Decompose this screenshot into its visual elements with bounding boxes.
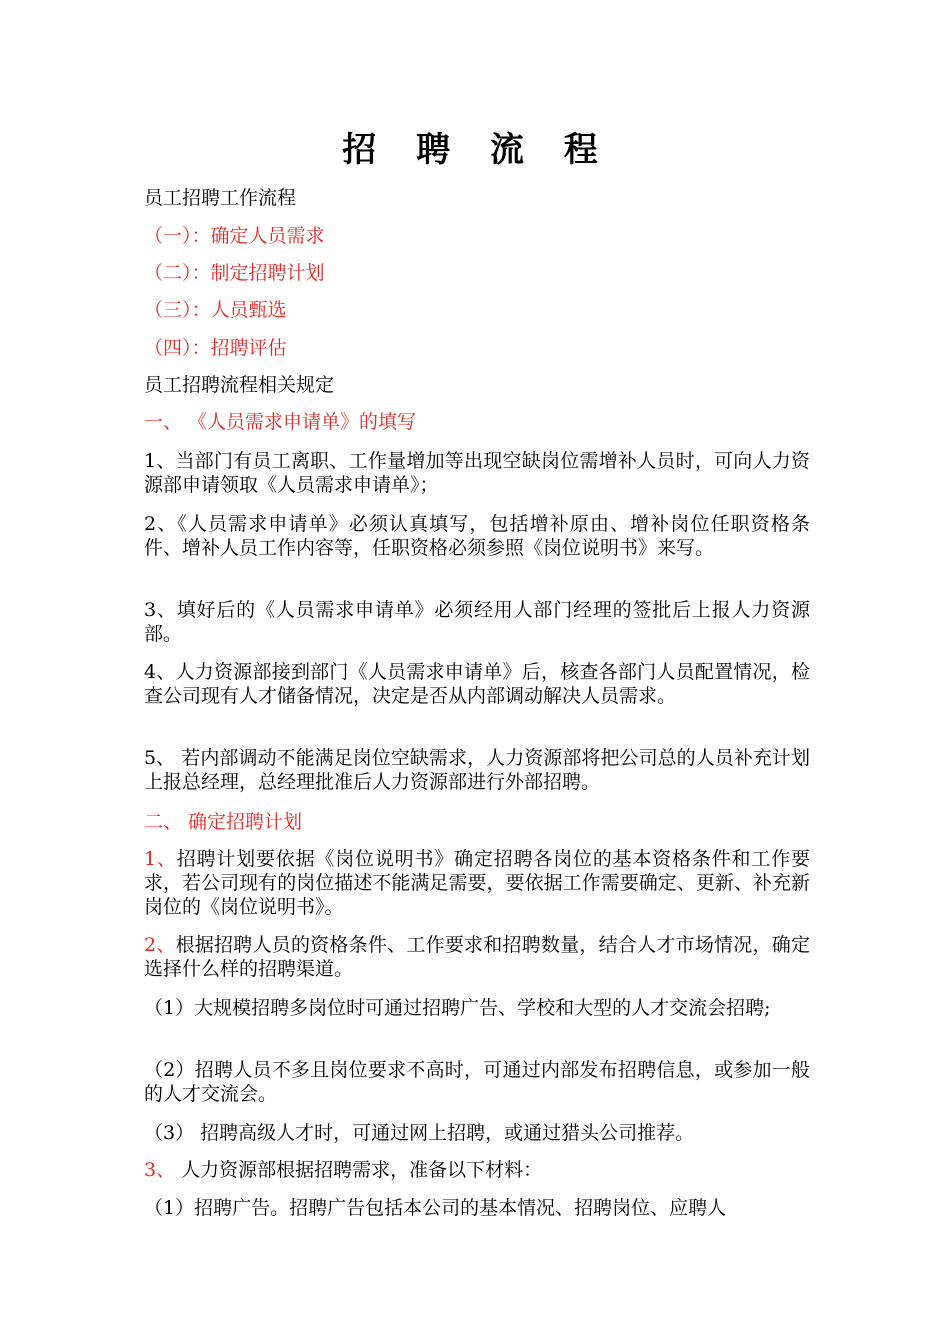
workflow-heading: 员工招聘工作流程 (144, 187, 297, 209)
section-1-heading: 一、 《人员需求申请单》的填写 (144, 411, 417, 433)
section-2-item-3-text: 人力资源部根据招聘需求，准备以下材料： (175, 1159, 543, 1181)
section-1-item-1: 1、当部门有员工离职、工作量增加等出现空缺岗位需增补人员时，可向人力资源部申请领取《人员需求申请单》； (144, 450, 810, 496)
section-2-sub-1: （1）大规模招聘多岗位时可通过招聘广告、学校和大型的人才交流会招聘; (144, 997, 771, 1019)
workflow-step-3: （三）：人员甄选 (144, 299, 287, 321)
section-1-item-2: 2、《人员需求申请单》必须认真填写，包括增补原由、增补岗位任职资格条件、增补人员工作内容等，任职资格必须参照《岗位说明书》来写。 (144, 513, 810, 559)
section-2-sub-3: （3） 招聘高级人才时，可通过网上招聘，或通过猎头公司推荐。 (144, 1122, 695, 1144)
page-title: 招 聘 流 程 (342, 130, 612, 170)
section-2-item-2 (144, 933, 810, 981)
section-2-item-2-number: 2、 (144, 934, 176, 956)
section-2-item-2-text: 根据招聘人员的资格条件、工作要求和招聘数量，结合人才市场情况，确定选择什么样的招聘渠道。 (144, 934, 810, 980)
workflow-step-4: （四）：招聘评估 (144, 337, 287, 359)
workflow-step-1: （一）：确定人员需求 (144, 225, 325, 247)
section-2-item-1-text: 招聘计划要依据《岗位说明书》确定招聘各岗位的基本资格条件和工作要求，若公司现有的岗位描述不能满足需要，要依据工作需要确定、更新、补充新岗位的《岗位说明书》。 (144, 848, 810, 918)
section-2-item-1 (144, 847, 810, 919)
section-1-item-4: 4、人力资源部接到部门《人员需求申请单》后，核查各部门人员配置情况，检查公司现有人才储备情况，决定是否从内部调动解决人员需求。 (144, 661, 810, 707)
section-2-heading: 二、 确定招聘计划 (144, 811, 303, 833)
section-1-item-3: 3、填好后的《人员需求申请单》必须经用人部门经理的签批后上报人力资源部。 (144, 599, 810, 645)
section-1-item-5: 5、 若内部调动不能满足岗位空缺需求，人力资源部将把公司总的人员补充计划上报总经理，总经理批准后人力资源部进行外部招聘。 (144, 747, 810, 793)
workflow-step-2: （二）：制定招聘计划 (144, 262, 325, 284)
section-2-item-1-number: 1、 (144, 848, 177, 870)
section-2-material-1: （1）招聘广告。招聘广告包括本公司的基本情况、招聘岗位、应聘人 (144, 1197, 727, 1219)
rules-heading: 员工招聘流程相关规定 (144, 374, 335, 396)
section-2-sub-2: （2）招聘人员不多且岗位要求不高时，可通过内部发布招聘信息，或参加一般的人才交流会。 (144, 1059, 810, 1105)
section-2-item-3 (144, 1158, 810, 1182)
section-2-item-3-number: 3、 (144, 1159, 176, 1181)
